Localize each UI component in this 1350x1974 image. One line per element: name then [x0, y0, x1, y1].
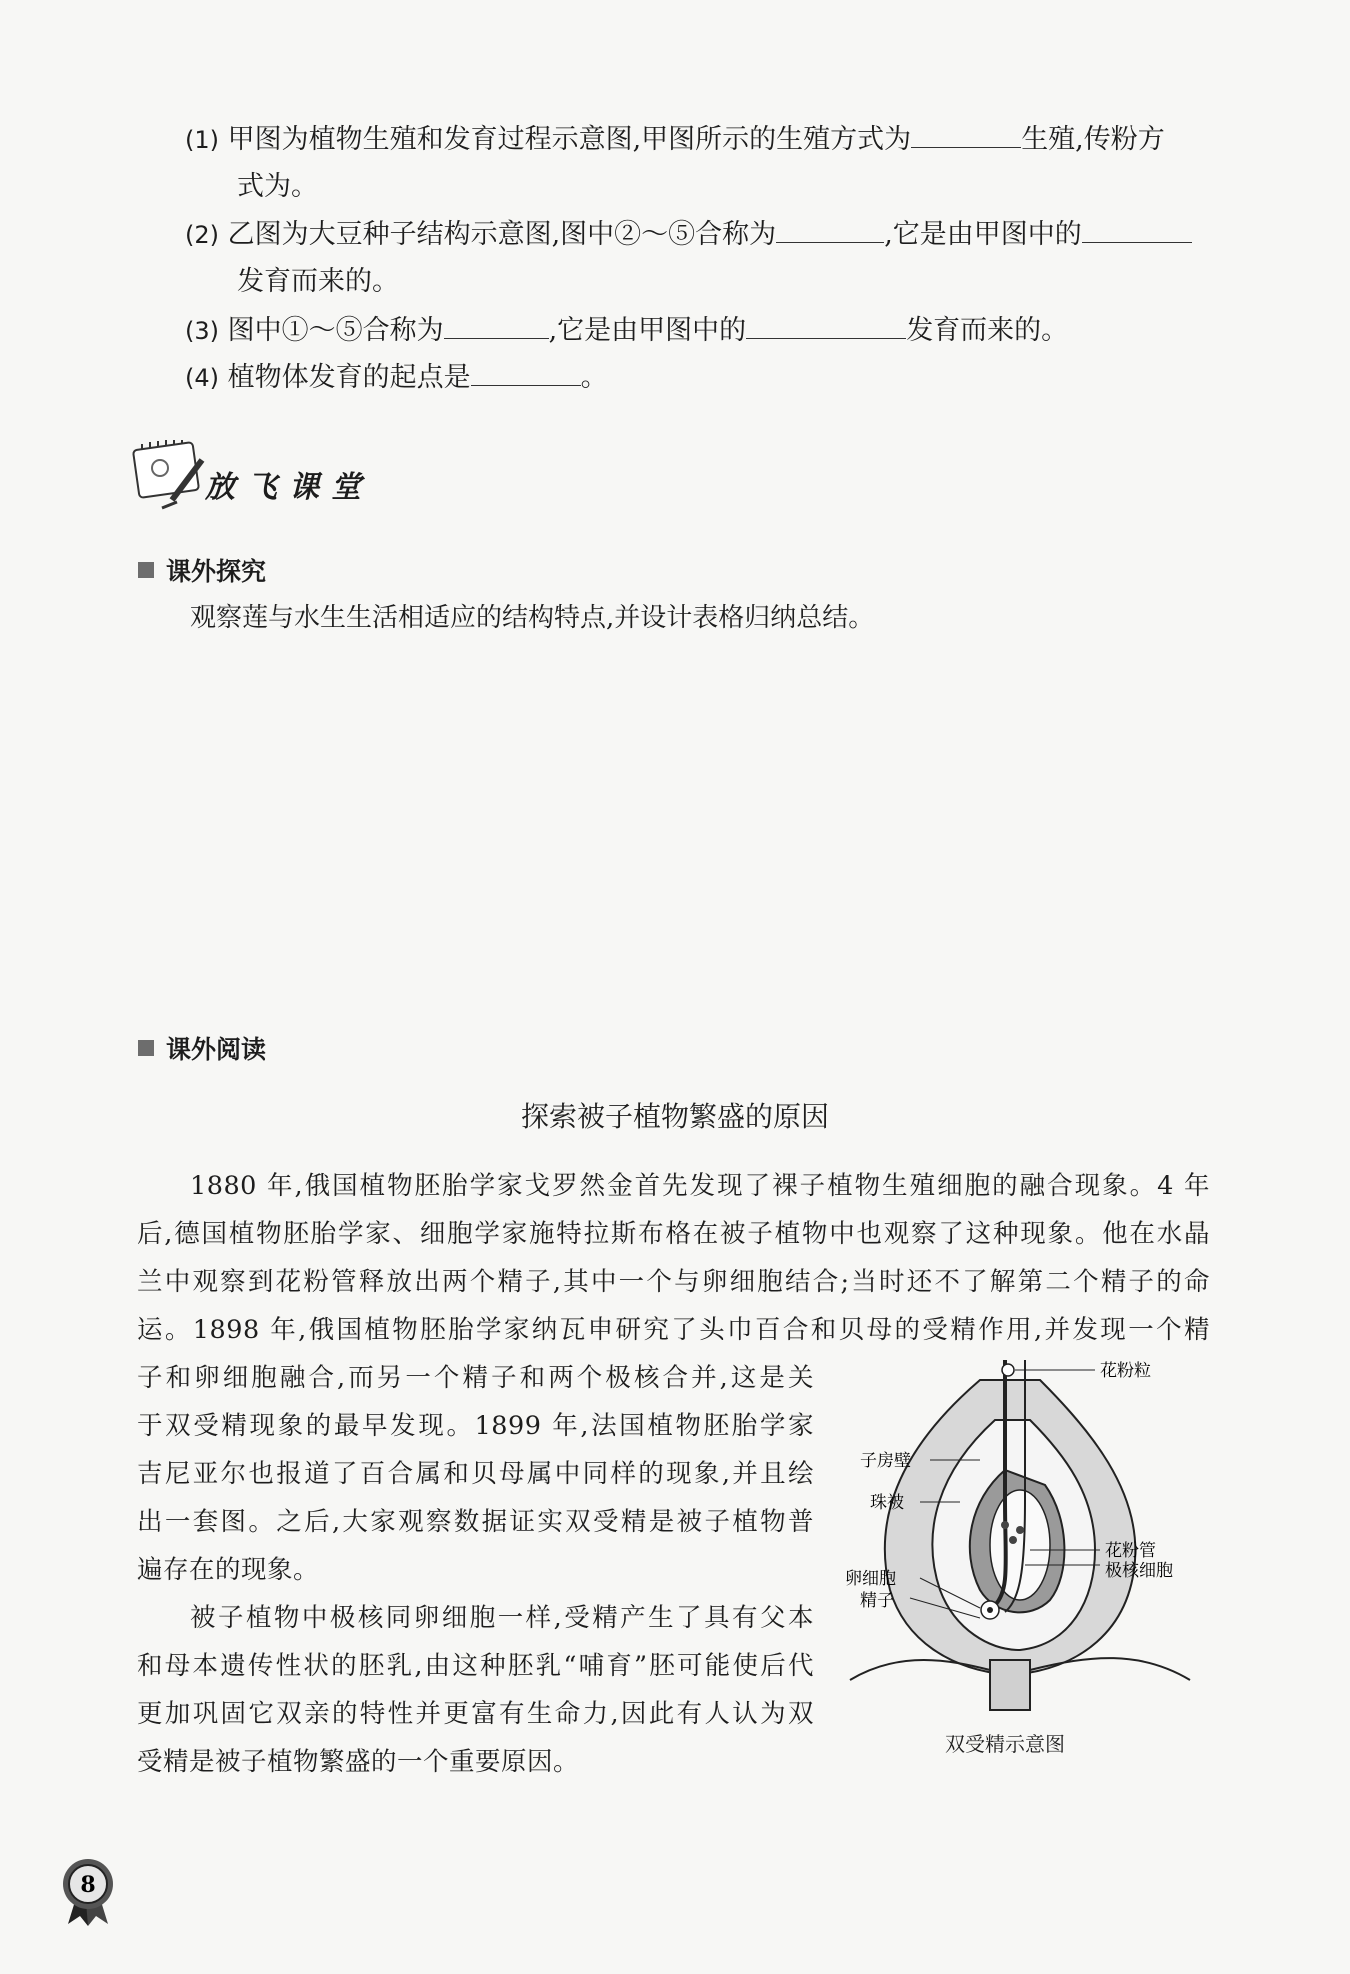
page-number: 8 — [80, 1872, 96, 1898]
article-line: 和母本遗传性状的胚乳,由这种胚乳“哺育”胚可能使后代 — [137, 1651, 814, 1681]
explore-instruction: 观察莲与水生生活相适应的结构特点,并设计表格归纳总结。 — [190, 603, 875, 633]
question-3 — [185, 313, 1068, 349]
banner-title: 放飞课堂 — [205, 470, 373, 505]
article-line: 受精是被子植物繁盛的一个重要原因。 — [137, 1747, 580, 1777]
answer-blank[interactable] — [1082, 218, 1192, 243]
question-number: (3) — [185, 317, 219, 345]
label-integument: 珠被 — [870, 1493, 904, 1513]
section-title: 课外探究 — [166, 557, 267, 586]
article-line: 1880 年,俄国植物胚胎学家戈罗然金首先发现了裸子植物生殖细胞的融合现象。4 年 — [190, 1171, 1210, 1201]
article-line: 运。1898 年,俄国植物胚胎学家纳瓦申研究了头巾百合和贝母的受精作用,并发现一个精 — [137, 1315, 1210, 1345]
question-number: (2) — [185, 221, 219, 249]
article-line: 吉尼亚尔也报道了百合属和贝母属中同样的现象,并且绘 — [137, 1459, 814, 1489]
section-title: 课外阅读 — [166, 1035, 267, 1064]
label-sperm: 精子 — [860, 1591, 894, 1611]
section-marker-icon — [138, 562, 154, 578]
label-pollen: 花粉粒 — [1100, 1361, 1151, 1381]
question-1 — [185, 122, 1165, 158]
article-line: 于双受精现象的最早发现。1899 年,法国植物胚胎学家 — [137, 1411, 814, 1441]
question-2 — [185, 217, 1192, 253]
question-1-continued — [237, 169, 318, 205]
question-text: 发育而来的。 — [906, 315, 1069, 346]
answer-blank[interactable] — [444, 314, 549, 339]
label-polar-nuclei: 极核细胞 — [1105, 1561, 1173, 1581]
article-line: 出一套图。之后,大家观察数据证实双受精是被子植物普 — [137, 1507, 814, 1537]
question-text: 甲图为植物生殖和发育过程示意图,甲图所示的生殖方式为 — [227, 124, 912, 155]
page-number-badge — [58, 1856, 118, 1926]
question-text: 式为 — [237, 171, 291, 202]
question-text: 生殖,传粉方 — [1021, 124, 1165, 155]
article-title: 探索被子植物繁盛的原因 — [520, 1100, 829, 1133]
label-pollen-tube: 花粉管 — [1105, 1541, 1156, 1561]
article-line: 更加巩固它双亲的特性并更富有生命力,因此有人认为双 — [137, 1699, 814, 1729]
label-ovary-wall: 子房壁 — [860, 1451, 911, 1471]
diagram-caption: 双受精示意图 — [945, 1732, 1065, 1756]
article-line: 兰中观察到花粉管释放出两个精子,其中一个与卵细胞结合;当时还不了解第二个精子的命 — [137, 1267, 1210, 1297]
article-line: 遍存在的现象。 — [137, 1555, 320, 1585]
question-text: 图中①～⑤合称为 — [227, 315, 444, 346]
answer-blank[interactable] — [776, 218, 884, 243]
article-line: 被子植物中极核同卵细胞一样,受精产生了具有父本 — [190, 1603, 814, 1633]
section-marker-icon — [138, 1040, 154, 1056]
answer-blank[interactable] — [911, 123, 1021, 148]
question-text: 乙图为大豆种子结构示意图,图中②～⑤合称为 — [227, 219, 777, 250]
double-fertilization-diagram — [830, 1360, 1210, 1720]
article-line: 子和卵细胞融合,而另一个精子和两个极核合并,这是关 — [137, 1363, 814, 1393]
question-number: (1) — [185, 126, 219, 154]
question-text: 。 — [291, 171, 318, 202]
question-text: 。 — [580, 362, 608, 393]
article-line: 后,德国植物胚胎学家、细胞学家施特拉斯布格在被子植物中也观察了这种现象。他在水晶 — [137, 1219, 1210, 1249]
answer-blank[interactable] — [746, 314, 906, 339]
section-heading-reading — [138, 1030, 266, 1066]
question-text: 植物体发育的起点是 — [227, 362, 471, 393]
question-text: 发育而来的。 — [237, 266, 399, 297]
question-text: ,它是由甲图中的 — [884, 219, 1082, 250]
question-2-continued — [237, 264, 399, 300]
answer-blank[interactable] — [471, 361, 581, 386]
question-4 — [185, 360, 608, 396]
question-number: (4) — [185, 364, 219, 392]
section-heading-explore — [138, 552, 266, 588]
question-text: ,它是由甲图中的 — [548, 315, 747, 346]
label-egg-cell: 卵细胞 — [845, 1569, 896, 1589]
